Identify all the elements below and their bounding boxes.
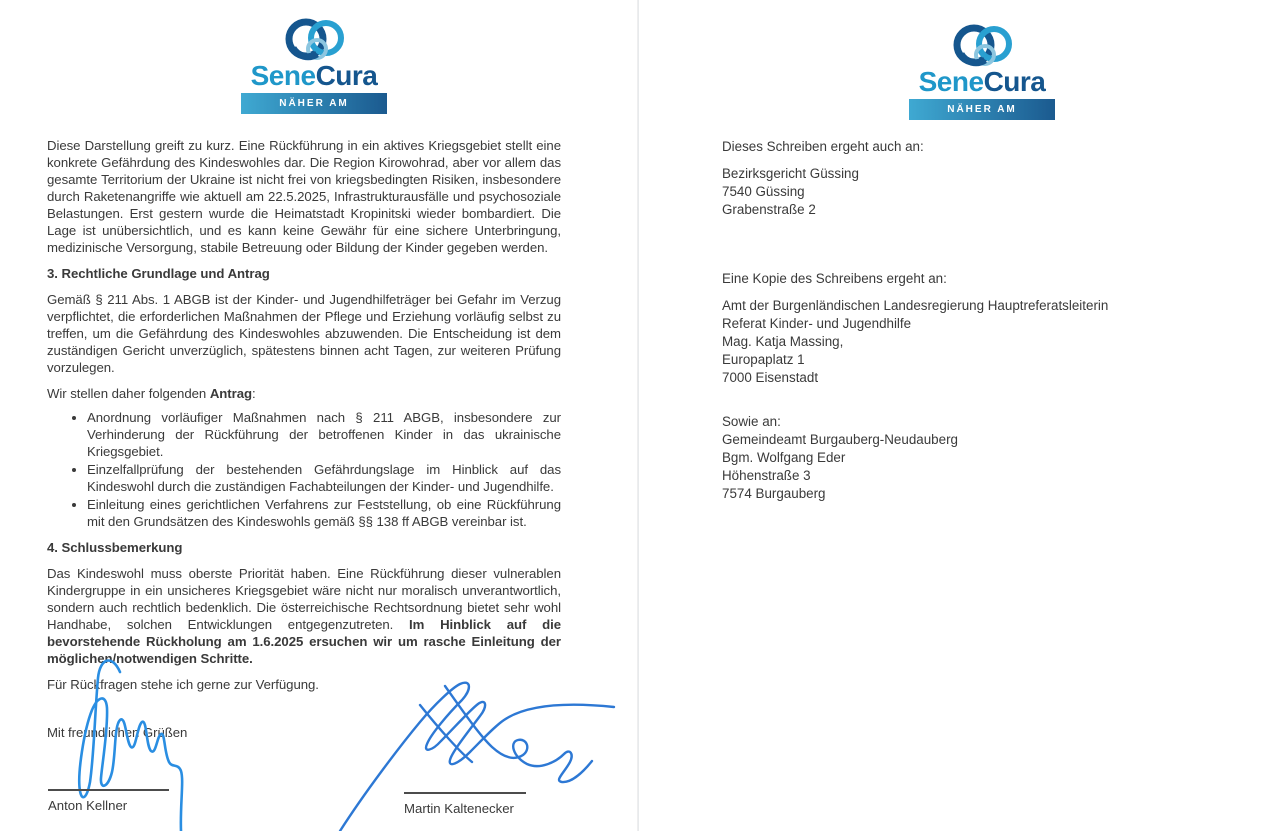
brand-wordmark	[241, 62, 387, 90]
interlocking-rings-icon	[934, 24, 1030, 70]
address-line: Bgm. Wolfgang Eder	[722, 450, 846, 465]
brand-tagline-banner: NÄHER AM MENSCHEN	[909, 99, 1055, 120]
address-line: Referat Kinder- und Jugendhilfe	[722, 316, 912, 331]
address-line: Europaplatz 1	[722, 352, 805, 367]
letter-body	[47, 137, 561, 741]
paragraph-legal-basis: Gemäß § 211 Abs. 1 ABGB ist der Kinder- und Jugendhilfeträger bei Gefahr im Verzug verpflichtet, die erforderlichen Maßnahmen der Pflege und Erziehung vorläufig selbst zu treffen, um die Gefährdung des Kindeswohles abzuwenden. Die Entscheidung ist dem zuständigen Gericht unverzüglich, spätestens binnen acht Tagen, zur weiteren Prüfung vorzulegen.	[47, 292, 561, 375]
copy-heading: Eine Kopie des Schreibens ergeht an:	[722, 271, 947, 286]
address-line: Höhenstraße 3	[722, 468, 811, 483]
letter-page-2	[642, 0, 1280, 831]
signer-name-2: Martin Kaltenecker	[404, 801, 514, 816]
section-heading-4: 4. Schlussbemerkung	[47, 540, 183, 555]
address-line: Gemeindeamt Burgauberg-Neudauberg	[722, 432, 958, 447]
signature-line	[404, 792, 526, 794]
brand-name-dark: Cura	[315, 60, 378, 91]
paragraph-conclusion	[47, 565, 561, 667]
address-line: 7540 Güssing	[722, 184, 805, 199]
bullet-item: • Einleitung eines gerichtlichen Verfahrens zur Feststellung, ob eine Rückführung mit den Grundsätzen des Kindeswohls gemäß §§ 138 ff ABGB vereinbar ist.	[87, 496, 561, 530]
recipient-court-block	[722, 165, 1242, 219]
brand-name-light: Sene	[250, 60, 316, 91]
interlocking-rings-icon	[266, 18, 362, 64]
address-line: 7574 Burgauberg	[722, 486, 826, 501]
antrag-intro-suffix: :	[252, 386, 256, 401]
address-line: Bezirksgericht Güssing	[722, 166, 859, 181]
address-line: Mag. Katja Massing,	[722, 334, 844, 349]
brand-tagline-banner: NÄHER AM MENSCHEN	[241, 93, 387, 114]
senecura-logo	[241, 18, 387, 130]
paragraph-risk-assessment: Diese Darstellung greift zu kurz. Eine Rückführung in ein aktives Kriegsgebiet stellt eine konkrete Gefährdung des Kindeswohles dar. Die Region Kirowohrad, aber vor allem das gesamte Territorium der Ukraine ist nicht frei von kriegsbedingten Risiken, insbesondere durch Raketenangriffe wie aktuell am 22.5.2025, Infrastrukturausfälle und psychosoziale Belastungen. Erst gestern wurde die Heimatstadt Kropinitski wieder bombardiert. Die Lage ist unübersichtlich, und es kann keine Gewähr für eine sichere Unterbringung, medizinische Versorgung, stabile Betreuung oder Bildung der Kinder gegeben werden.	[47, 138, 561, 255]
recipients-heading: Dieses Schreiben ergeht auch an:	[722, 139, 924, 154]
page-divider	[637, 0, 639, 831]
brand-name-light: Sene	[918, 66, 984, 97]
conclusion-bold-text: Im Hinblick auf die bevorstehende Rückholung am 1.6.2025 ersuchen wir um rasche Einleitung der möglichen/notwendigen Schritte.	[47, 617, 561, 666]
signer-name-1: Anton Kellner	[48, 798, 128, 813]
section-heading-3: 3. Rechtliche Grundlage und Antrag	[47, 266, 270, 281]
senecura-logo	[909, 24, 1055, 136]
antrag-intro-line	[47, 385, 561, 402]
bullet-item: • Anordnung vorläufiger Maßnahmen nach § 211 ABGB, insbesondere zur Verhinderung der Rückführung der betroffenen Kinder in das ukrainische Kriegsgebiet.	[87, 409, 561, 460]
brand-name-dark: Cura	[983, 66, 1046, 97]
recipient-government-block	[722, 297, 1242, 387]
recipients-section	[722, 138, 1242, 503]
salutation-line: Mit freundlichen Grüßen	[47, 725, 188, 740]
closing-line: Für Rückfragen stehe ich gerne zur Verfügung.	[47, 677, 319, 692]
brand-wordmark	[909, 68, 1055, 96]
letter-page-1	[0, 0, 638, 831]
recipient-municipality-block	[722, 413, 1242, 503]
bullet-item: • Einzelfallprüfung der bestehenden Gefährdungslage im Hinblick auf das Kindeswohl durch die zuständigen Fachabteilungen der Kinder- und Jugendhilfe.	[87, 461, 561, 495]
antrag-bullet-list	[69, 409, 561, 530]
also-heading: Sowie an:	[722, 414, 781, 429]
address-line: Grabenstraße 2	[722, 202, 816, 217]
conclusion-normal-text: Das Kindeswohl muss oberste Priorität haben. Eine Rückführung dieser vulnerablen Kindergruppe in ein unsicheres Kriegsgebiet wäre nicht nur moralisch unverantwortlich, sondern auch rechtlich bedenklich. Die österreichische Rechtsordnung bietet sehr wohl Handhabe, solchen Entwicklungen entgegenzutreten.	[47, 566, 561, 632]
address-line: 7000 Eisenstadt	[722, 370, 819, 385]
antrag-intro-prefix: Wir stellen daher folgenden	[47, 386, 210, 401]
antrag-intro-bold: Antrag	[209, 386, 253, 401]
address-line: Amt der Burgenländischen Landesregierung Hauptreferatsleiterin	[722, 298, 1109, 313]
signature-line	[48, 789, 169, 791]
